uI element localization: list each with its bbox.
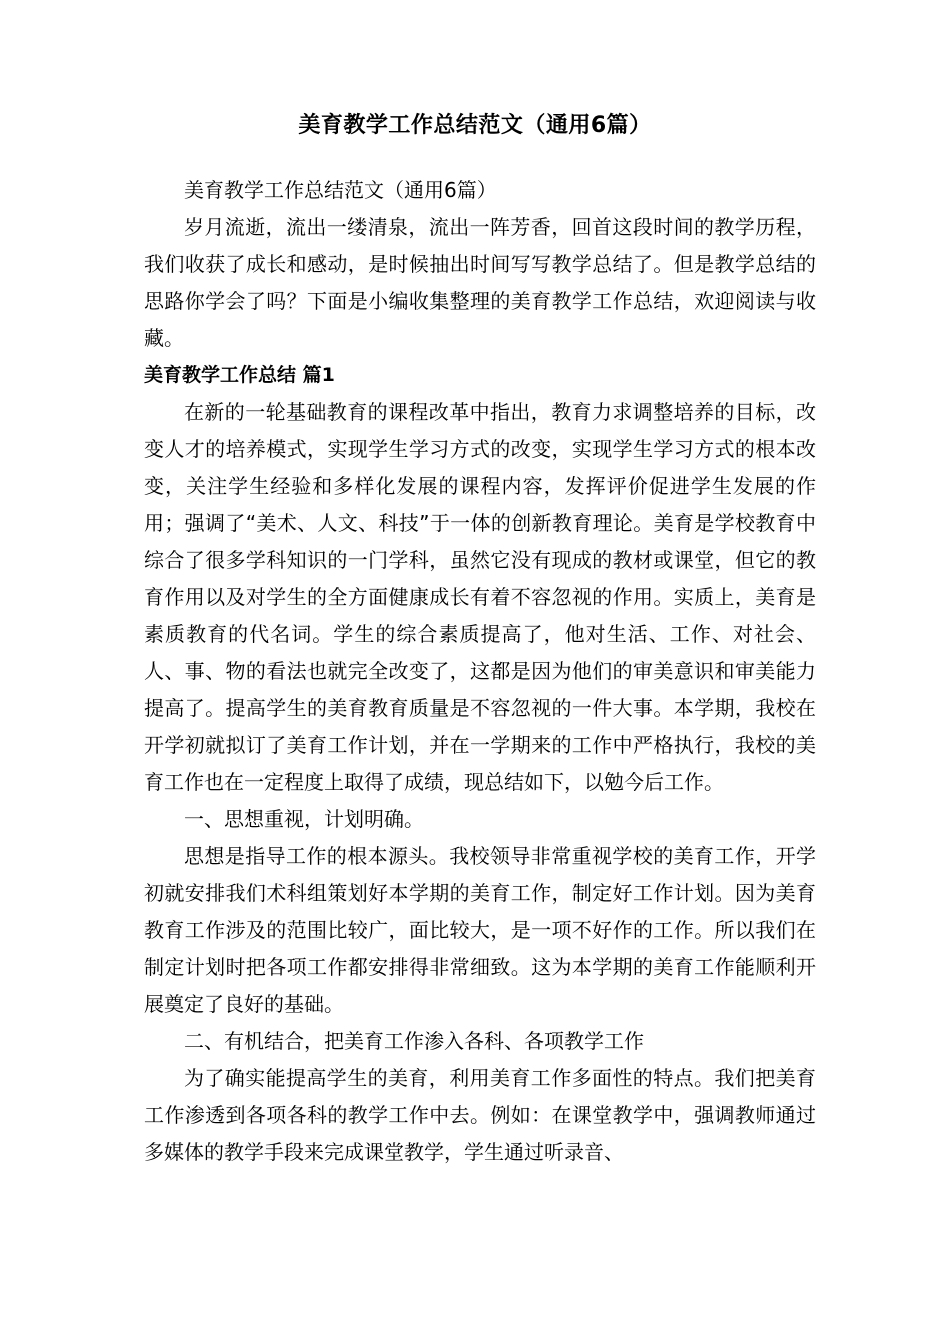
body-paragraph: 思想是指导工作的根本源头。我校领导非常重视学校的美育工作，开学初就安排我们术科组策划好本学期的美育工作，制定好工作计划。因为美育教育工作涉及的范围比较广，面比较大，是一项不好作的工作。所以我们在制定计划时把各项工作都安排得非常细致。这为本学期的美育工作能顺利开展奠定了良好的基础。: [144, 844, 816, 1016]
body-paragraph: 为了确实能提高学生的美育，利用美育工作多面性的特点。我们把美育工作渗透到各项各科的教学工作中去。例如：在课堂教学中，强调教师通过多媒体的教学手段来完成课堂教学，学生通过听录音、: [144, 1066, 816, 1164]
document-title: 美育教学工作总结范文（通用6篇）: [298, 113, 652, 138]
body-paragraph: 在新的一轮基础教育的课程改革中指出，教育力求调整培养的目标，改变人才的培养模式，实现学生学习方式的改变，实现学生学习方式的根本改变，关注学生经验和多样化发展的课程内容，发挥评价促进学生发展的作用；强调了“美术、人文、科技”于一体的创新教育理论。美育是学校教育中综合了很多学科知识的一门学科，虽然它没有现成的教材或课堂，但它的教育作用以及对学生的全方面健康成长有着不容忽视的作用。实质上，美育是素质教育的代名词。学生的综合素质提高了，他对生活、工作、对社会、人、事、物的看法也就完全改变了，这都是因为他们的审美意识和审美能力提高了。提高学生的美育教育质量是不容忽视的一件大事。本学期，我校在开学初就拟订了美育工作计划，并在一学期来的工作中严格执行，我校的美育工作也在一定程度上取得了成绩，现总结如下，以勉今后工作。: [144, 400, 816, 794]
point-heading-2: 二、有机结合，把美育工作渗入各科、各项教学工作: [184, 1029, 644, 1053]
section-heading-1: 美育教学工作总结 篇1: [144, 364, 335, 386]
intro-paragraph: 岁月流逝，流出一缕清泉，流出一阵芳香，回首这段时间的教学历程，我们收获了成长和感动，是时候抽出时间写写教学总结了。但是教学总结的思路你学会了吗？下面是小编收集整理的美育教学工作总结，欢迎阅读与收藏。: [144, 215, 816, 350]
point-heading-1: 一、思想重视，计划明确。: [184, 807, 424, 831]
subtitle-paragraph: 美育教学工作总结范文（通用6篇）: [184, 178, 497, 202]
document-body: [144, 172, 816, 1171]
